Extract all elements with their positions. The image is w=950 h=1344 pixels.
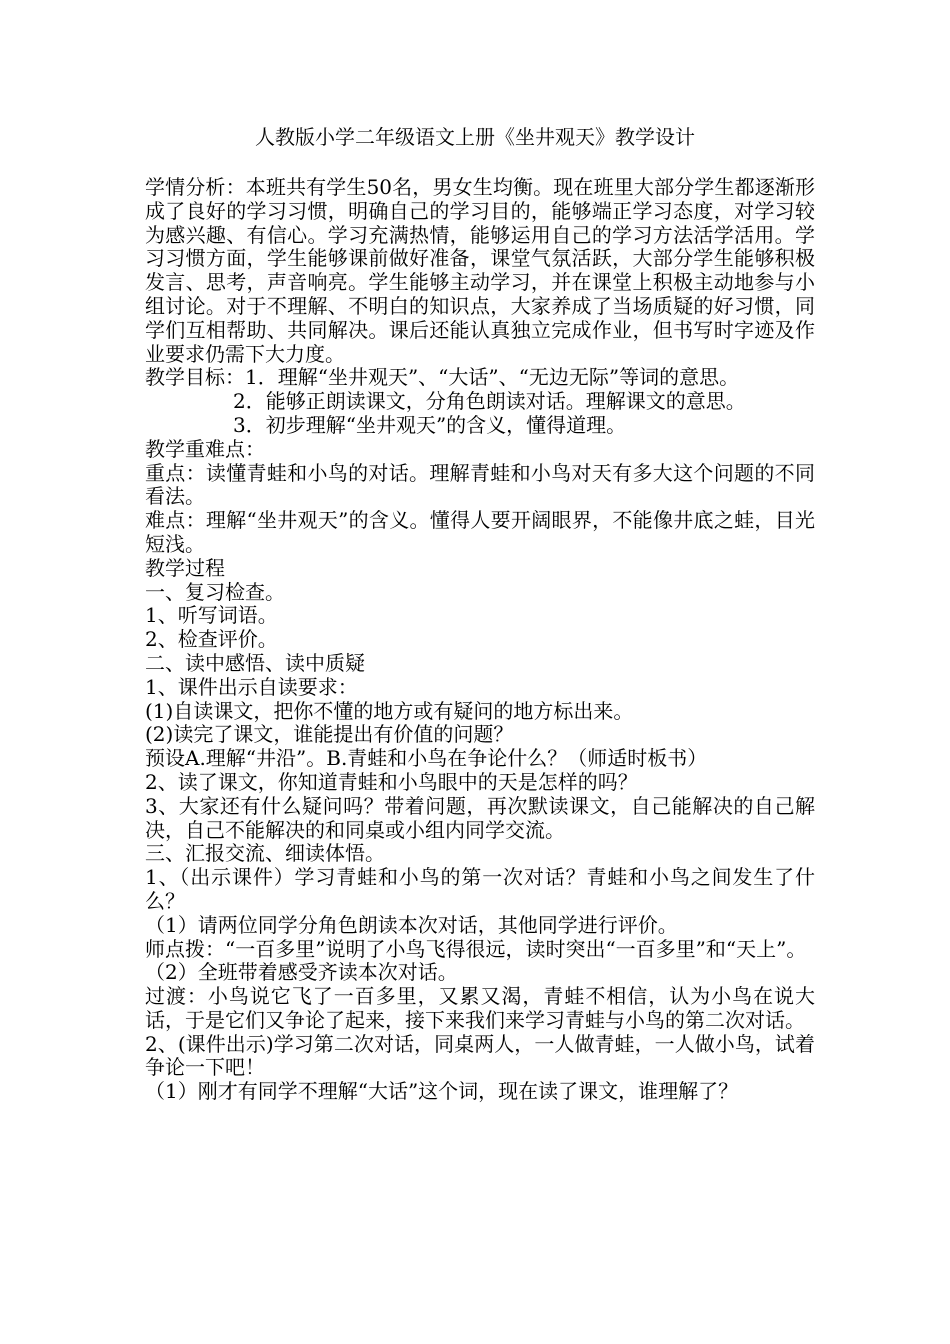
heading-key-difficult-points: 教学重难点： [145,436,265,461]
heading-section-2: 二、读中感悟、读中质疑 [145,650,365,675]
paragraph-goal-2: 2．能够正朗读课文，分角色朗读对话。理解课文的意思。 [233,389,746,414]
list-item: 1、听写词语。 [145,603,278,628]
heading-section-3: 三、汇报交流、细读体悟。 [145,841,385,866]
document-body [145,176,815,1104]
paragraph-teacher-note: 师点拨：“一百多里”说明了小鸟飞得很远，读时突出“一百多里”和“天上”。 [145,936,807,961]
paragraph-preset: 预设A.理解“井沿”。B.青蛙和小鸟在争论什么？（师适时板书） [145,746,708,771]
list-item: （1）请两位同学分角色朗读本次对话，其他同学进行评价。 [145,912,678,937]
list-item: 2、检查评价。 [145,627,278,652]
list-item: 3、大家还有什么疑问吗？带着问题，再次默读课文，自己能解决的自己解决，自己不能解决的和同桌或小组内同学交流。 [145,793,815,842]
list-item: (1)自读课文，把你不懂的地方或有疑问的地方标出来。 [145,698,634,723]
paragraph-difficult-point: 难点：理解“坐井观天”的含义。懂得人要开阔眼界，不能像井底之蛙，目光短浅。 [145,508,815,556]
list-item: 1、（出示课件）学习青蛙和小鸟的第一次对话？青蛙和小鸟之间发生了什么？ [145,865,815,913]
heading-section-1: 一、复习检查。 [145,579,285,604]
document-title: 人教版小学二年级语文上册《坐井观天》教学设计 [255,125,695,149]
paragraph-teaching-goals: 教学目标：1．理解“坐井观天”、“大话”、“无边无际”等词的意思。 [145,365,740,390]
list-item: （1）刚才有同学不理解“大话”这个词，现在读了课文，谁理解了？ [145,1079,739,1104]
paragraph-transition: 过渡：小鸟说它飞了一百多里，又累又渴，青蛙不相信，认为小鸟在说大话，于是它们又争论了起来，接下来我们来学习青蛙与小鸟的第二次对话。 [145,984,815,1032]
paragraph-learner-analysis: 学情分析：本班共有学生50名，男女生均衡。现在班里大部分学生都逐渐形成了良好的学习习惯，明确自己的学习目的，能够端正学习态度，对学习较为感兴趣、有信心。学习充满热情，能够运用自己的学习方法活学活用。学习习惯方面，学生能够课前做好准备，课堂气氛活跃，大部分学生能够积极发言、思考，声音响亮。学生能够主动学习，并在课堂上积极主动地参与小组讨论。对于不理解、不明白的知识点，大家养成了当场质疑的好习惯，同学们互相帮助、共同解决。课后还能认真独立完成作业，但书写时字迹及作业要求仍需下大力度。 [145,175,815,366]
list-item: (2)读完了课文，谁能提出有价值的问题？ [145,722,514,747]
list-item: 1、课件出示自读要求： [145,674,358,699]
list-item: 2、读了课文，你知道青蛙和小鸟眼中的天是怎样的吗？ [145,769,638,794]
heading-teaching-process: 教学过程 [145,555,225,580]
list-item: 2、(课件出示)学习第二次对话，同桌两人，一人做青蛙，一人做小鸟，试着争论一下吧！ [145,1031,815,1080]
paragraph-goal-3: 3．初步理解“坐井观天”的含义，懂得道理。 [233,412,627,437]
paragraph-key-point: 重点：读懂青蛙和小鸟的对话。理解青蛙和小鸟对天有多大这个问题的不同看法。 [145,460,815,509]
list-item: （2）全班带着感受齐读本次对话。 [145,960,458,985]
